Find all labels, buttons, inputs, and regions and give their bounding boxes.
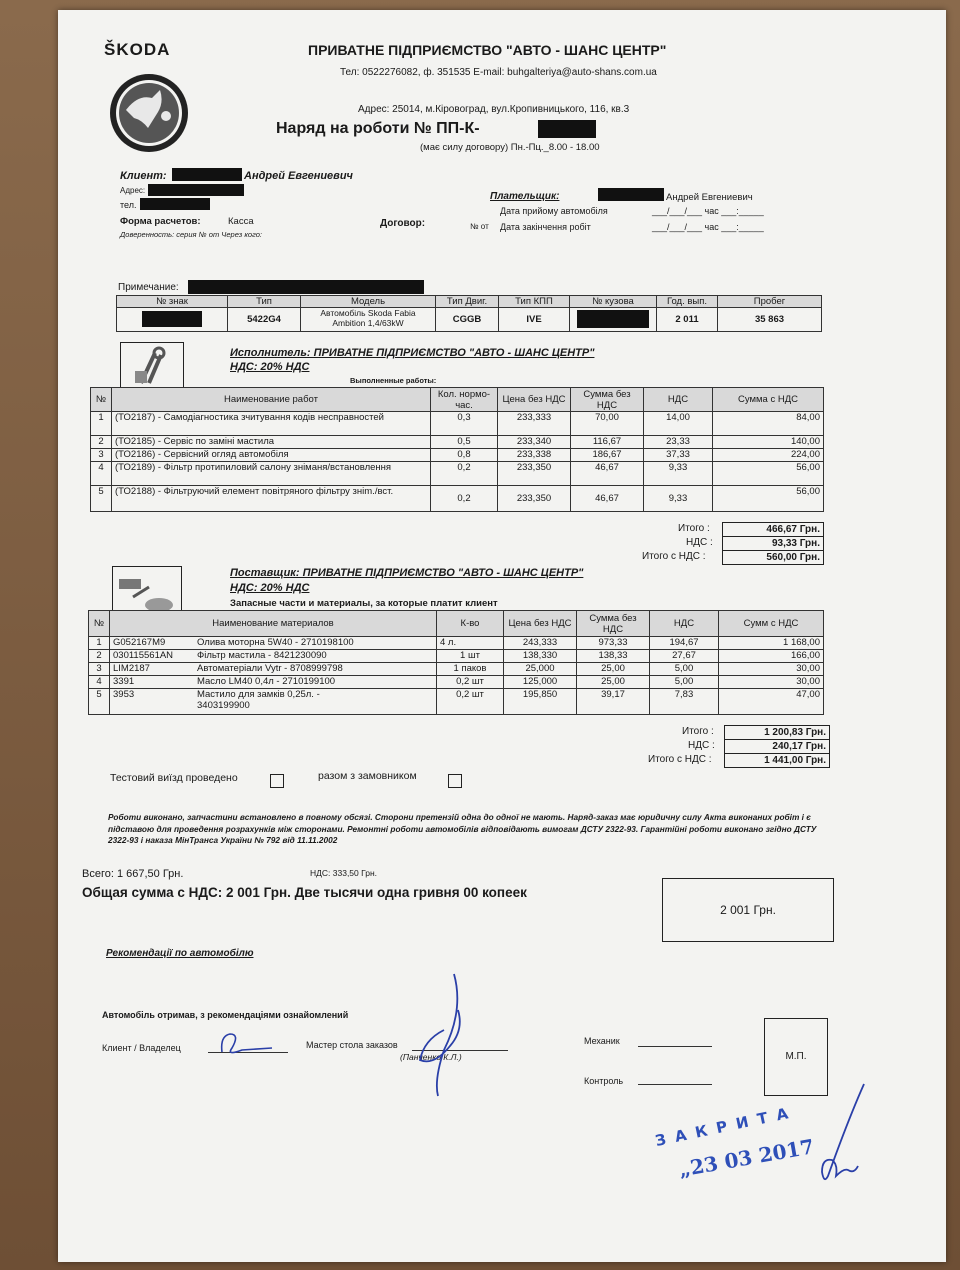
mechanic-label: Механик [584, 1036, 620, 1046]
works-row-vat: 14,00 [644, 412, 713, 436]
works-header: Сумма без НДС [571, 388, 644, 412]
payment-form-value: Касса [228, 216, 254, 227]
parts-row-title: Мастило для замків 0,25л. - 3403199900 [197, 689, 320, 711]
parts-row-name [110, 676, 437, 689]
works-row-qty: 0,2 [431, 486, 498, 512]
vehicle-plate [117, 308, 228, 332]
works-vat-total: 93,33 Грн. [722, 536, 824, 551]
works-row-price: 233,333 [498, 412, 571, 436]
works-vat: НДС: 20% НДС [230, 361, 310, 373]
works-row-qty: 0,3 [431, 412, 498, 436]
works-row-total: 84,00 [713, 412, 824, 436]
works-row-name: (ТО2189) - Фільтр протипиловий салону зніманя/встановлення [112, 462, 431, 486]
works-row-vat: 9,33 [644, 462, 713, 486]
works-row-total: 140,00 [713, 436, 824, 449]
parts-header: Сумм с НДС [719, 611, 824, 637]
parts-row-vat: 194,67 [650, 637, 719, 650]
works-header: Кол. нормо-час. [431, 388, 498, 412]
vehicle-model: Автомобіль Skoda Fabia Ambition 1,4/63kW [301, 308, 436, 332]
works-grand-label: Итого с НДС : [642, 551, 706, 562]
summary-total: Всего: 1 667,50 Грн. [82, 868, 184, 880]
table-row [91, 449, 824, 462]
works-row-sum: 70,00 [571, 412, 644, 436]
control-signature-line [638, 1084, 712, 1085]
works-row-qty: 0,2 [431, 462, 498, 486]
summary-grand: Общая сумма с НДС: 2 001 Грн. Две тысячи одна гривня 00 копеек [82, 885, 527, 900]
summary-vat: НДС: 333,50 Грн. [310, 868, 378, 878]
master-name: (Панченко К.Л.) [400, 1052, 462, 1062]
redacted-client-phone [140, 198, 210, 210]
test-drive-checkbox[interactable] [270, 774, 284, 788]
parts-vat-label: НДС : [688, 740, 715, 751]
works-row-sum: 116,67 [571, 436, 644, 449]
finish-prefix: № от [470, 222, 489, 231]
brand-name: ŠKODA [104, 40, 171, 59]
document-page [58, 10, 946, 1262]
parts-row-number: 5 [89, 689, 110, 715]
works-row-sum: 46,67 [571, 462, 644, 486]
redacted-note [188, 280, 424, 294]
parts-header: Сумма без НДС [577, 611, 650, 637]
parts-row-number: 4 [89, 676, 110, 689]
parts-row-sum: 973,33 [577, 637, 650, 650]
parts-row-code: LIM2187 [113, 663, 150, 674]
parts-row-total: 1 168,00 [719, 637, 824, 650]
company-name: ПРИВАТНЕ ПІДПРИЄМСТВО "АВТО - ШАНС ЦЕНТР" [308, 42, 667, 58]
works-row-total: 56,00 [713, 486, 824, 512]
vehicle-vin [570, 308, 657, 332]
parts-row-code: G052167M9 [113, 637, 166, 648]
parts-vat-total: 240,17 Грн. [724, 739, 830, 754]
parts-subtitle: Запасные части и материалы, за которые платит клиент [230, 598, 498, 609]
parts-vat: НДС: 20% НДС [230, 582, 310, 594]
power-of-attorney-label: Доверенность: серия № от Через кого: [120, 230, 262, 239]
works-vat-label: НДС : [686, 537, 713, 548]
parts-row-name [110, 650, 437, 663]
parts-row-price: 243,333 [504, 637, 577, 650]
works-total-label: Итого : [678, 523, 710, 534]
summary-amount-box [662, 878, 834, 942]
redacted-client-address [148, 184, 244, 196]
client-phone-label: тел. [120, 200, 137, 210]
master-label: Мастер стола заказов [306, 1040, 398, 1050]
table-row [91, 462, 824, 486]
document-note: (має силу договору) Пн.-Пц._8.00 - 18.00 [420, 142, 600, 153]
client-name: Андрей Евгениевич [244, 170, 353, 182]
parts-row-code: 3953 [113, 689, 135, 700]
parts-header: № [89, 611, 110, 637]
works-row-price: 233,338 [498, 449, 571, 462]
parts-row-title: Фільтр мастила - 8421230090 [197, 650, 327, 661]
parts-row-total: 30,00 [719, 663, 824, 676]
vehicle-year: 2 011 [657, 308, 718, 332]
parts-row-total: 166,00 [719, 650, 824, 663]
works-row-name: (ТО2188) - Фільтруючий елемент повітряного фільтру зніm./вст. [112, 486, 431, 512]
parts-row-total: 30,00 [719, 676, 824, 689]
master-signature [414, 970, 474, 1100]
company-address: Адрес: 25014, м.Кіровоград, вул.Кропивницького, 116, кв.3 [358, 104, 630, 115]
works-header: Цена без НДС [498, 388, 571, 412]
table-row [89, 637, 824, 650]
works-row-vat: 37,33 [644, 449, 713, 462]
parts-row-name [110, 689, 437, 715]
parts-row-qty: 4 л. [437, 637, 504, 650]
works-header: НДС [644, 388, 713, 412]
works-row-total: 224,00 [713, 449, 824, 462]
parts-grand-total: 1 441,00 Грн. [724, 753, 830, 768]
parts-row-price: 138,330 [504, 650, 577, 663]
vehicle-header: № кузова [570, 296, 657, 308]
parts-row-qty: 0,2 шт [437, 689, 504, 715]
vehicle-header: Модель [301, 296, 436, 308]
works-total: 466,67 Грн. [722, 522, 824, 537]
works-row-qty: 0,8 [431, 449, 498, 462]
control-signature [808, 1080, 878, 1190]
vehicle-header: Тип [228, 296, 301, 308]
table-row [91, 412, 824, 436]
works-row-price: 233,340 [498, 436, 571, 449]
accept-date-value: ___/___/___ час ___:_____ [652, 206, 764, 216]
works-header: Сумма с НДС [713, 388, 824, 412]
parts-row-number: 1 [89, 637, 110, 650]
parts-table [88, 610, 824, 715]
parts-row-qty: 1 шт [437, 650, 504, 663]
parts-row-sum: 138,33 [577, 650, 650, 663]
works-executor: Исполнитель: ПРИВАТНЕ ПІДПРИЄМСТВО "АВТО - ШАНС ЦЕНТР" [230, 347, 595, 359]
accept-date-label: Дата прийому автомобіля [500, 206, 608, 216]
works-row-sum: 46,67 [571, 486, 644, 512]
with-customer-checkbox[interactable] [448, 774, 462, 788]
parts-row-vat: 7,83 [650, 689, 719, 715]
parts-total-label: Итого : [682, 726, 714, 737]
works-row-price: 233,350 [498, 486, 571, 512]
table-row [89, 650, 824, 663]
test-drive-label: Тестовий виїзд проведено [110, 772, 238, 784]
vehicle-gearbox: IVE [499, 308, 570, 332]
vehicle-header: Тип Двиг. [436, 296, 499, 308]
with-customer-label: разом з замовником [318, 770, 417, 782]
parts-row-title: Автоматеріали Vytr - 8708999798 [197, 663, 343, 674]
vehicle-table [116, 295, 822, 332]
skoda-logo [108, 72, 190, 154]
works-header: Наименование работ [112, 388, 431, 412]
table-row [89, 676, 824, 689]
vehicle-header: Год. вып. [657, 296, 718, 308]
works-row-number: 5 [91, 486, 112, 512]
works-row-name: (ТО2187) - Самодіагностика зчитування кодів несправностей [112, 412, 431, 436]
parts-row-name [110, 637, 437, 650]
parts-row-vat: 5,00 [650, 663, 719, 676]
table-row [91, 486, 824, 512]
works-row-number: 2 [91, 436, 112, 449]
closed-stamp-date: „23 03 2017 [676, 1134, 816, 1182]
works-row-sum: 186,67 [571, 449, 644, 462]
parts-header: НДС [650, 611, 719, 637]
recommendations-heading: Рекомендації по автомобілю [106, 948, 254, 959]
document-title: Наряд на роботи № ПП-К- [276, 120, 480, 137]
parts-row-sum: 25,00 [577, 663, 650, 676]
table-row [91, 436, 824, 449]
vehicle-engine: CGGB [436, 308, 499, 332]
mechanic-signature-line [638, 1046, 712, 1047]
works-row-vat: 23,33 [644, 436, 713, 449]
works-header: № [91, 388, 112, 412]
parts-row-total: 47,00 [719, 689, 824, 715]
parts-row-code: 3391 [113, 676, 135, 687]
vehicle-mileage: 35 863 [718, 308, 822, 332]
works-row-qty: 0,5 [431, 436, 498, 449]
works-grand-total: 560,00 Грн. [722, 550, 824, 565]
parts-grand-label: Итого с НДС : [648, 754, 712, 765]
parts-row-name [110, 663, 437, 676]
parts-header: Наименование материалов [110, 611, 437, 637]
works-row-number: 1 [91, 412, 112, 436]
parts-row-title: Олива моторна 5W40 - 2710198100 [197, 637, 354, 648]
works-row-vat: 9,33 [644, 486, 713, 512]
client-address-label: Адрес: [120, 186, 146, 195]
parts-header: К-во [437, 611, 504, 637]
vehicle-header: № знак [117, 296, 228, 308]
parts-total: 1 200,83 Грн. [724, 725, 830, 740]
payment-form-label: Форма расчетов: [120, 216, 201, 227]
payer-label: Плательщик: [490, 191, 560, 202]
parts-row-title: Масло LM40 0,4л - 2710199100 [197, 676, 336, 687]
redacted-number [538, 120, 596, 138]
finish-date-value: ___/___/___ час ___:_____ [652, 222, 764, 232]
control-label: Контроль [584, 1076, 624, 1086]
parts-row-vat: 5,00 [650, 676, 719, 689]
vehicle-type: 5422G4 [228, 308, 301, 332]
works-table [90, 387, 824, 512]
parts-row-sum: 25,00 [577, 676, 650, 689]
works-row-number: 3 [91, 449, 112, 462]
parts-row-price: 125,000 [504, 676, 577, 689]
parts-row-code: 030115561AN [113, 650, 174, 661]
finish-date-label: Дата закінчення робіт [500, 222, 591, 232]
works-row-total: 56,00 [713, 462, 824, 486]
works-row-price: 233,350 [498, 462, 571, 486]
parts-row-sum: 39,17 [577, 689, 650, 715]
parts-row-number: 2 [89, 650, 110, 663]
closed-stamp-word: З А К Р И Т А [653, 1103, 792, 1151]
client-signature [212, 1026, 288, 1060]
table-row [89, 663, 824, 676]
table-row [89, 689, 824, 715]
summary-amount: 2 001 Грн. [720, 903, 776, 917]
client-label: Клиент: [120, 170, 167, 182]
vehicle-header: Пробег [718, 296, 822, 308]
parts-row-qty: 0,2 шт [437, 676, 504, 689]
note-label: Примечание: [118, 282, 179, 293]
received-label: Автомобіль отримав, з рекомендаціями ознайомлений [102, 1010, 349, 1020]
parts-supplier: Поставщик: ПРИВАТНЕ ПІДПРИЄМСТВО "АВТО - ШАНС ЦЕНТР" [230, 567, 584, 579]
client-owner-label: Клиент / Владелец [102, 1043, 181, 1053]
works-subtitle: Выполненные работы: [350, 376, 437, 385]
parts-header: Цена без НДС [504, 611, 577, 637]
works-row-name: (ТО2185) - Сервіс по заміні мастила [112, 436, 431, 449]
parts-row-price: 25,000 [504, 663, 577, 676]
parts-row-vat: 27,67 [650, 650, 719, 663]
parts-row-price: 195,850 [504, 689, 577, 715]
redacted-client-surname [172, 168, 242, 181]
vehicle-header: Тип КПП [499, 296, 570, 308]
works-row-number: 4 [91, 462, 112, 486]
payer-name: Андрей Евгениевич [666, 192, 753, 203]
parts-row-qty: 1 паков [437, 663, 504, 676]
seal-label: М.П. [785, 1051, 807, 1062]
company-contacts: Тел: 0522276082, ф. 351535 E-mail: buhgalteriya@auto-shans.com.ua [340, 67, 657, 78]
legal-text: Роботи виконано, запчастини встановлено в повному обсязі. Сторони претензій одна до одної не мають. Наряд-заказ має юридичну силу Акта виконаних робіт і є підставою для проведення розрахунків між сторонами. Ремонтні роботи автомобілів відповідають вимогам ДСТУ 2322-93. Гарантійні роботи виконано згідно ДСТУ 2322-93 і наказа МінТранса України № 792 від 11.11.2002 [108, 812, 817, 845]
redacted-payer-surname [598, 188, 664, 201]
parts-row-number: 3 [89, 663, 110, 676]
contract-label: Договор: [380, 218, 426, 229]
works-row-name: (ТО2186) - Сервісний огляд автомобіля [112, 449, 431, 462]
tools-pictogram [120, 342, 184, 390]
